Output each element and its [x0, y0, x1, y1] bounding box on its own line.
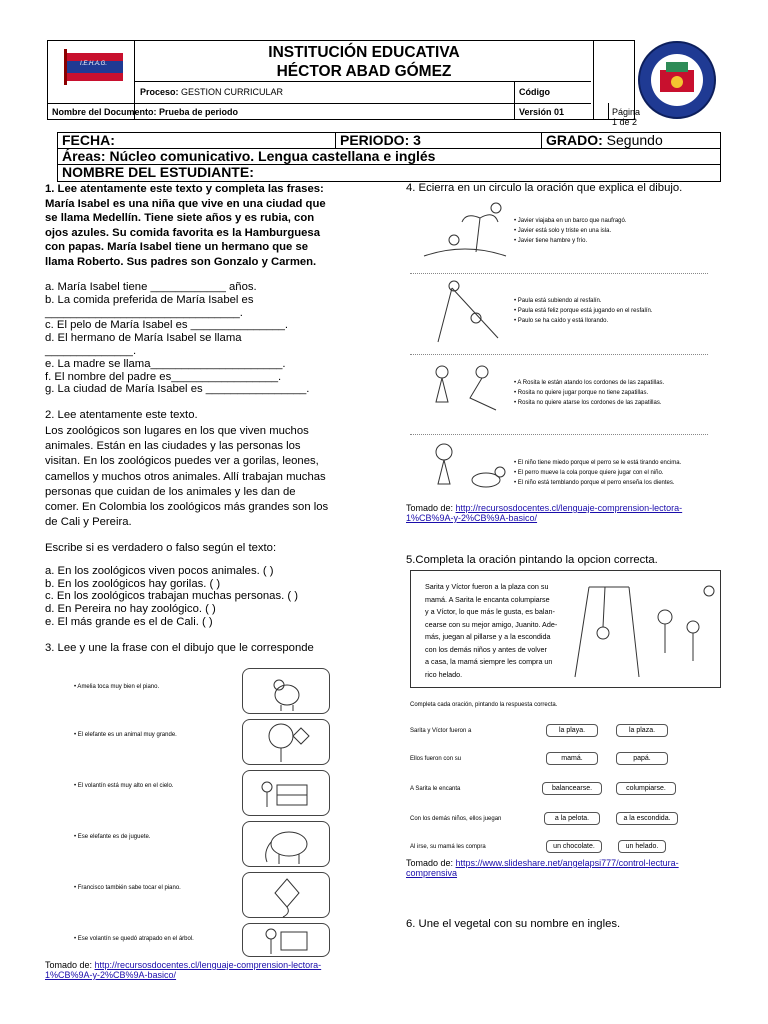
- q4-title: 4. Ecierra en un circulo la oración que explica el dibujo.: [406, 182, 683, 194]
- q3-picture-elephant: [242, 821, 330, 867]
- q5-option-button[interactable]: un chocolate.: [546, 840, 602, 853]
- q5-prompt: Al irse, su mamá les compra: [410, 844, 486, 850]
- flag-text: I.E.H.A.G.: [80, 61, 108, 67]
- q5-option-button[interactable]: la plaza.: [616, 724, 668, 737]
- q3-title: 3. Lee y une la frase con el dibujo que le corresponde: [45, 642, 314, 654]
- q4-picture-boy-dog: [418, 440, 512, 498]
- areas-label: Áreas: Núcleo comunicativo. Lengua castellana e inglés: [62, 148, 436, 164]
- q3-sentence: • Ese volantín se quedó atrapado en el árbol.: [74, 936, 194, 942]
- school-seal-logo: [636, 40, 718, 120]
- q5-source: Tomado de: https://www.slideshare.net/angelapsi777/control-lectura- comprensiva: [406, 858, 679, 878]
- proceso-field: Proceso: GESTION CURRICULAR: [140, 87, 284, 97]
- q2-prompt: Escribe si es verdadero o falso según el texto:: [45, 542, 277, 554]
- document-header: [47, 40, 641, 127]
- q5-playground-picture: [569, 577, 715, 681]
- q3-sentence: • Francisco también sabe tocar el piano.: [74, 885, 181, 891]
- periodo-label: PERIODO: 3: [336, 133, 542, 148]
- q5-source-link-cont[interactable]: comprensiva: [406, 868, 458, 878]
- version-label: Versión 01: [519, 107, 565, 117]
- q5-prompt: A Sarita le encanta: [410, 786, 461, 792]
- page-number: Página 1 de 2: [612, 107, 641, 127]
- q3-sentence: • El elefante es un animal muy grande.: [74, 732, 177, 738]
- q4-option[interactable]: • Javier tiene hambre y frío.: [514, 238, 588, 244]
- true-false-item: c. En los zoológicos trabajan muchas personas. ( ): [45, 590, 299, 603]
- q1-item: _______________________________.: [45, 306, 243, 319]
- q4-picture-island: [418, 200, 512, 264]
- q4-options: [514, 216, 627, 246]
- q4-source-link-cont[interactable]: 1%CB%9A-y-2%CB%9A-basico/: [406, 513, 538, 523]
- true-false-item: d. En Pereira no hay zoológico. ( ): [45, 603, 216, 616]
- q4-options: [514, 296, 653, 326]
- q1-item: f. El nombre del padre es_________________.: [45, 370, 282, 383]
- q1-completion-items: [45, 281, 362, 396]
- q1-item: ______________.: [45, 344, 137, 357]
- q3-sentence: • El volantín está muy alto en el cielo.: [74, 783, 174, 789]
- q5-option-button[interactable]: columpiarse.: [616, 782, 676, 795]
- q4-option[interactable]: • El perro mueve la cola porque quiere jugar con el niño.: [514, 470, 664, 476]
- q5-option-button[interactable]: balancearse.: [542, 782, 602, 795]
- q4-option[interactable]: • Rosita no quiere jugar porque no tiene zapatillas.: [514, 390, 649, 396]
- q4-option[interactable]: • Paula está subiendo al resfalín.: [514, 298, 602, 304]
- q1-item: a. María Isabel tiene ____________ años.: [45, 281, 257, 293]
- q1-item: g. La ciudad de María Isabel es ________________.: [45, 383, 310, 396]
- q4-source: Tomado de: http://recursosdocentes.cl/lenguaje-comprension-lectora- 1%CB%9A-y-2%CB%9A-basico/: [406, 503, 683, 523]
- grado-field: GRADO: Segundo: [546, 132, 663, 148]
- q3-picture-kite-sky: [242, 872, 330, 918]
- q4-options: [514, 378, 664, 408]
- q3-picture-boy-piano: [242, 923, 330, 957]
- q5-option-button[interactable]: papá.: [616, 752, 668, 765]
- q1-item: b. La comida preferida de María Isabel es: [45, 293, 254, 306]
- q5-option-button[interactable]: mamá.: [546, 752, 598, 765]
- q2-true-false-items: [45, 565, 298, 629]
- q4-source-link[interactable]: http://recursosdocentes.cl/lenguaje-comprension-lectora-: [455, 503, 683, 513]
- q1-item: e. La madre se llama_____________________.: [45, 357, 286, 370]
- q4-option[interactable]: • Javier está solo y triste en una isla.: [514, 228, 612, 234]
- q4-picture-shoelaces: [418, 362, 512, 424]
- q4-option[interactable]: • El niño tiene miedo porque el perro se le está tirando encima.: [514, 460, 682, 466]
- true-false-item: a. En los zoológicos viven pocos animales. ( ): [45, 565, 274, 577]
- q5-story-text: Sarita y Víctor fueron a la plaza con su mamá. A Sarita le encanta columpiarse y a Víctor, lo que más le gusta, es balan- cearse con su mejor amigo, Juanito. Ade- más, juegan al pillarse y a la escondida con los demás niños y antes de volver a casa, la mamá siempre les compra un rico helado.: [425, 582, 558, 679]
- q3-picture-toy-elephant: [242, 668, 330, 714]
- true-false-item: b. En los zoológicos hay gorilas. ( ): [45, 577, 221, 590]
- student-name-label: NOMBRE DEL ESTUDIANTE:: [62, 164, 254, 180]
- q5-option-button[interactable]: a la pelota.: [544, 812, 600, 825]
- q4-option[interactable]: • El niño está temblando porque el perro enseña los dientes.: [514, 480, 675, 486]
- q4-option[interactable]: • A Rosita le están atando los cordones de las zapatillas.: [514, 380, 665, 386]
- q3-sentence: • Amelia toca muy bien el piano.: [74, 684, 160, 690]
- q5-prompt: Sarita y Víctor fueron a: [410, 728, 472, 734]
- q4-option[interactable]: • Paulo se ha caído y está llorando.: [514, 318, 609, 324]
- q5-story-box: [410, 570, 721, 688]
- q4-option[interactable]: • Rosita no quiere atarse los cordones de las zapatillas.: [514, 400, 662, 406]
- q2-title: 2. Lee atentamente este texto.: [45, 409, 198, 421]
- q5-option-button[interactable]: un helado.: [618, 840, 666, 853]
- q2-reading-text: Los zoológicos son lugares en los que viven muchos animales. Están en las ciudades y las personas los visitan. En los zoológicos puedes ver a gorilas, leones, camellos y muchos otros animales. Allí trabajan muchas personas que cuidan de los animales y les dan de comer. En Colombia los zoológicos más grandes son los de Cali y Pereira.: [45, 425, 329, 529]
- school-flag-logo: [64, 49, 124, 85]
- q4-option[interactable]: • Javier viajaba en un barco que naufragó.: [514, 218, 627, 224]
- q4-option[interactable]: • Paula está feliz porque está jugando en el resfalín.: [514, 308, 653, 314]
- q3-source: Tomado de: http://recursosdocentes.cl/lenguaje-comprension-lectora- 1%CB%9A-y-2%CB%9A-basico/: [45, 960, 322, 980]
- q1-item: d. El hermano de María Isabel se llama: [45, 332, 242, 345]
- fecha-label: FECHA:: [58, 133, 336, 148]
- document-name-field: Nombre del Documento: Prueba de periodo: [52, 107, 239, 117]
- q1-item: c. El pelo de María Isabel es _______________.: [45, 319, 289, 332]
- q5-prompt: Ellos fueron con su: [410, 756, 462, 762]
- q5-title: 5.Completa la oración pintando la opcion correcta.: [406, 554, 658, 566]
- q4-picture-exercise: [410, 194, 708, 494]
- q3-picture-girl-piano: [242, 770, 330, 816]
- q3-matching-exercise: [62, 666, 362, 956]
- q4-options: [514, 458, 681, 488]
- q5-prompt: Con los demás niños, ellos juegan: [410, 816, 502, 822]
- q3-source-link-cont[interactable]: 1%CB%9A-y-2%CB%9A-basico/: [45, 970, 177, 980]
- true-false-item: e. El más grande es el de Cali. ( ): [45, 615, 213, 628]
- student-info-table: [57, 132, 721, 182]
- q3-picture-kite-tree: [242, 719, 330, 765]
- q1-reading-text: 1. Lee atentamente este texto y completa las frases: María Isabel es una niña que vive en una ciudad que se llama Medellín. Tiene siete años y es rubia, con ojos azules. Su comida favorita es la Hamburguesa con papas. María Isabel tiene un hermano que se llama Roberto. Sus padres son Gonzalo y Carmen.: [45, 183, 326, 268]
- q5-source-link[interactable]: https://www.slideshare.net/angelapsi777/control-lectura-: [455, 858, 679, 868]
- q5-option-button[interactable]: a la escondida.: [616, 812, 678, 825]
- institution-title: INSTITUCIÓN EDUCATIVA HÉCTOR ABAD GÓMEZ: [268, 44, 460, 80]
- q3-sentence: • Ese elefante es de juguete.: [74, 834, 151, 840]
- q5-instruction: Completa cada oración, pintando la respuesta correcta.: [410, 702, 558, 708]
- q3-source-link[interactable]: http://recursosdocentes.cl/lenguaje-comprension-lectora-: [94, 960, 322, 970]
- q5-option-button[interactable]: la playa.: [546, 724, 598, 737]
- q5-options-exercise: [410, 692, 721, 856]
- q6-title: 6. Une el vegetal con su nombre en ingles.: [406, 918, 621, 930]
- q4-picture-slide: [418, 278, 512, 346]
- codigo-label: Código: [519, 87, 550, 97]
